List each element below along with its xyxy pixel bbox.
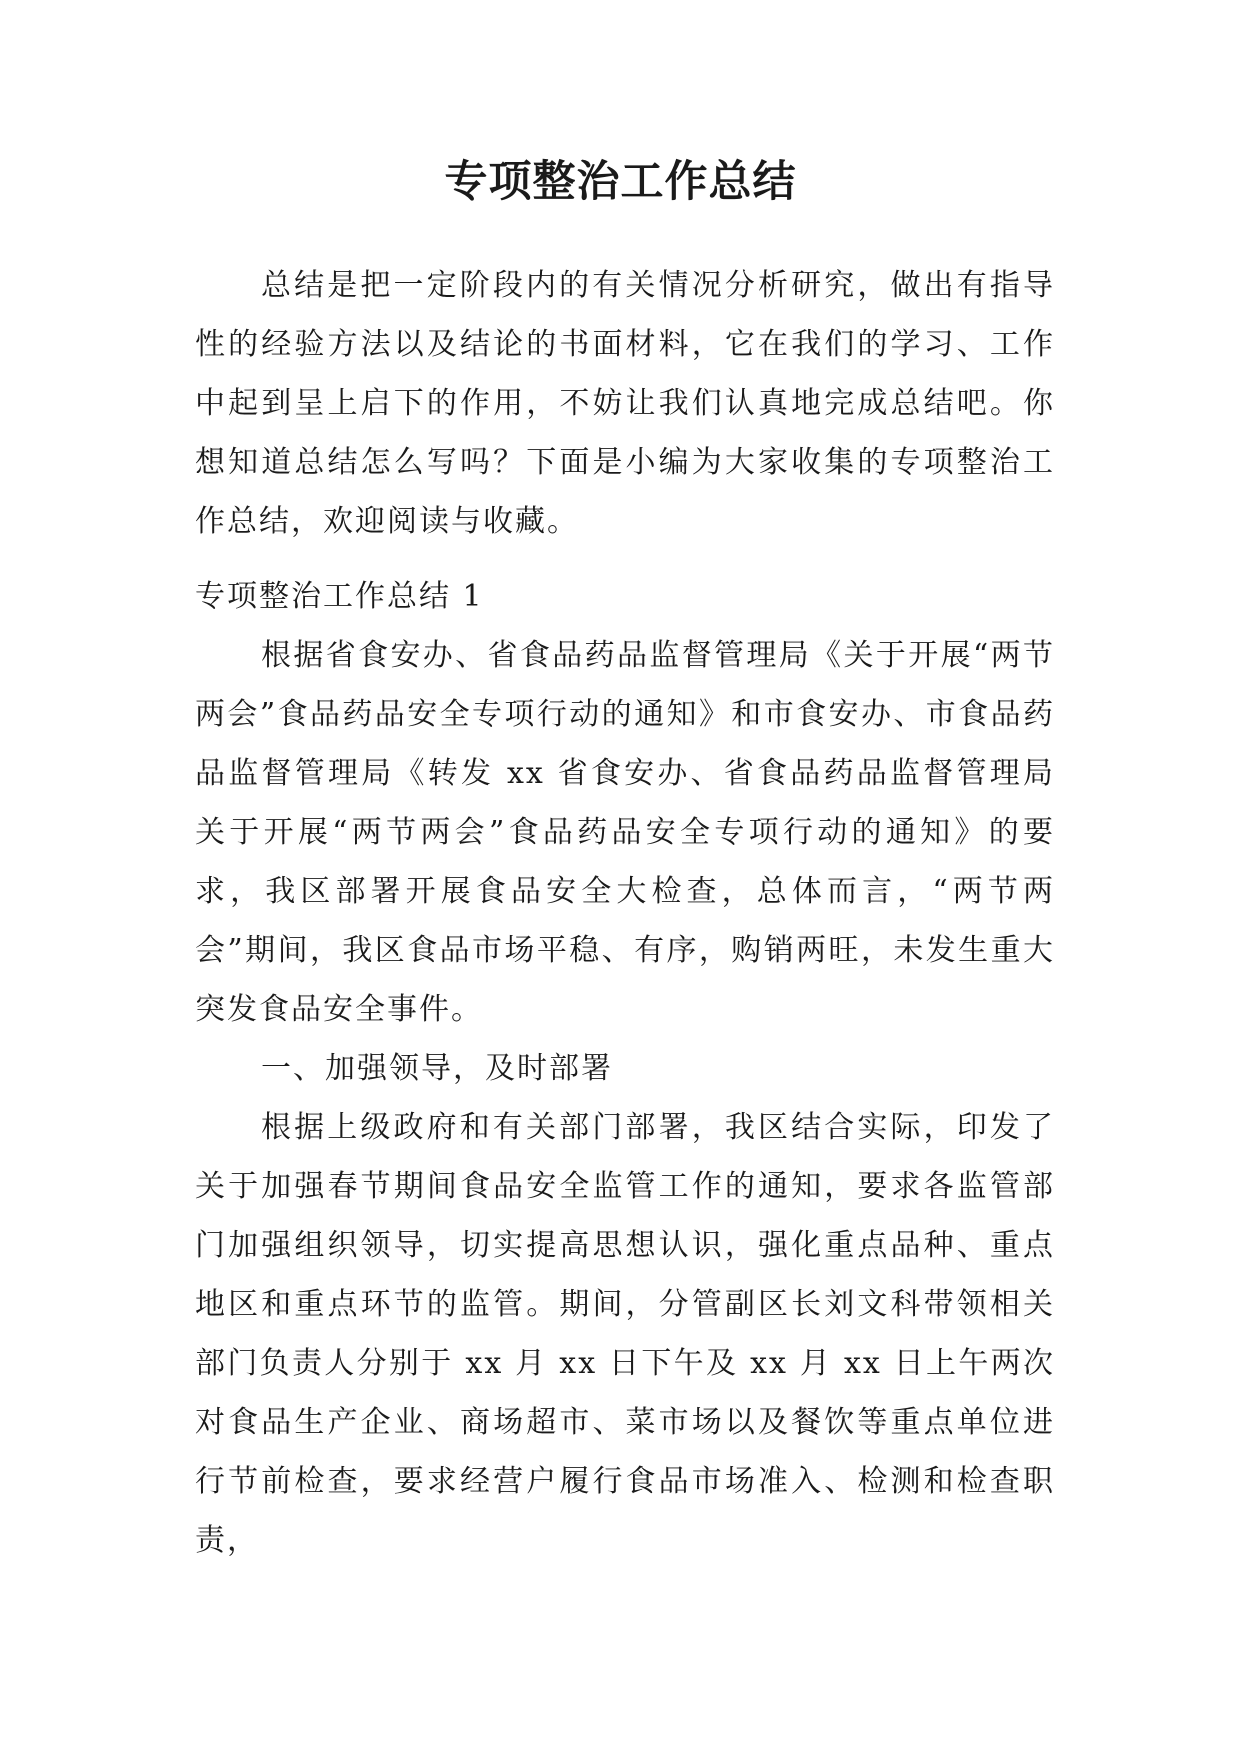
section-1 bbox=[195, 567, 1055, 1570]
section-heading-1: 一、加强领导，及时部署 bbox=[261, 1051, 613, 1086]
document-title: 专项整治工作总结 bbox=[444, 157, 797, 207]
body-paragraph-2: 根据上级政府和有关部门部署，我区结合实际，印发了关于加强春节期间食品安全监管工作的通知，要求各监管部门加强组织领导，切实提高思想认识，强化重点品种、重点地区和重点环节的监管。期间，分管副区长刘文科带领相关部门负责人分别于 xx 月 xx 日下午及 xx 月 xx 日上午两次对食品生产企业、商场超市、菜市场以及餐饮等重点单位进行节前检查，要求经营户履行食品市场准入、检测和检查职责， bbox=[195, 1110, 1055, 1558]
body-paragraph-1: 根据省食安办、省食品药品监督管理局《关于开展“两节两会”食品药品安全专项行动的通知》和市食安办、市食品药品监督管理局《转发 xx 省食安办、省食品药品监督管理局关于开展“两节两会”食品药品安全专项行动的通知》的要求，我区部署开展食品安全大检查，总体而言，“两节两会”期间，我区食品市场平稳、有序，购销两旺，未发生重大突发食品安全事件。 bbox=[195, 638, 1055, 1027]
section-title: 专项整治工作总结 1 bbox=[195, 579, 484, 614]
intro-paragraph: 总结是把一定阶段内的有关情况分析研究，做出有指导性的经验方法以及结论的书面材料，它在我们的学习、工作中起到呈上启下的作用，不妨让我们认真地完成总结吧。你想知道总结怎么写吗？下面是小编为大家收集的专项整治工作总结，欢迎阅读与收藏。 bbox=[195, 268, 1055, 539]
